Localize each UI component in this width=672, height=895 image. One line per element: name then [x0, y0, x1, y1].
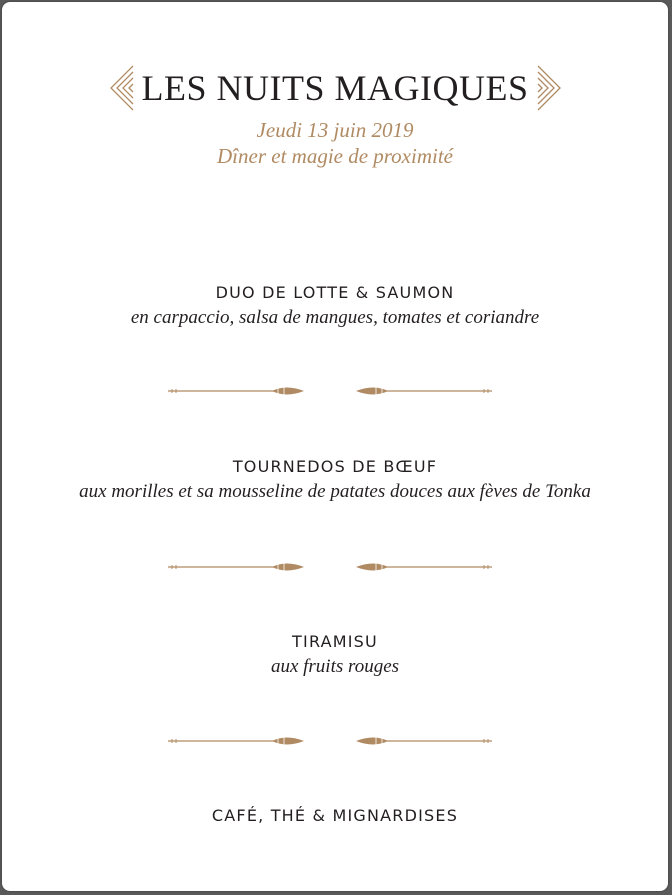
dish-3-name: TIRAMISU — [292, 632, 378, 651]
dish-2-name: TOURNEDOS DE BŒUF — [232, 457, 438, 476]
dish-3-description: aux fruits rouges — [270, 656, 400, 677]
feather-divider-icon — [168, 731, 492, 751]
feather-divider-icon — [168, 381, 492, 401]
menu-card — [2, 2, 668, 891]
chevron-right-ornament-icon — [537, 63, 563, 113]
title-row — [2, 62, 668, 114]
event-date: Jeudi 13 juin 2019 — [256, 118, 414, 142]
dish-4-name: CAFÉ, THÉ & MIGNARDISES — [211, 806, 459, 825]
chevron-left-ornament-icon — [108, 63, 134, 113]
menu-title: LES NUITS MAGIQUES — [141, 68, 529, 108]
feather-divider-icon — [168, 557, 492, 577]
dish-1-description: en carpaccio, salsa de mangues, tomates et coriandre — [130, 307, 540, 328]
event-subtitle: Dîner et magie de proximité — [217, 144, 453, 168]
dish-2-description: aux morilles et sa mousseline de patates douces aux fèves de Tonka — [79, 481, 591, 502]
dish-1-name: DUO DE LOTTE & SAUMON — [215, 283, 455, 302]
